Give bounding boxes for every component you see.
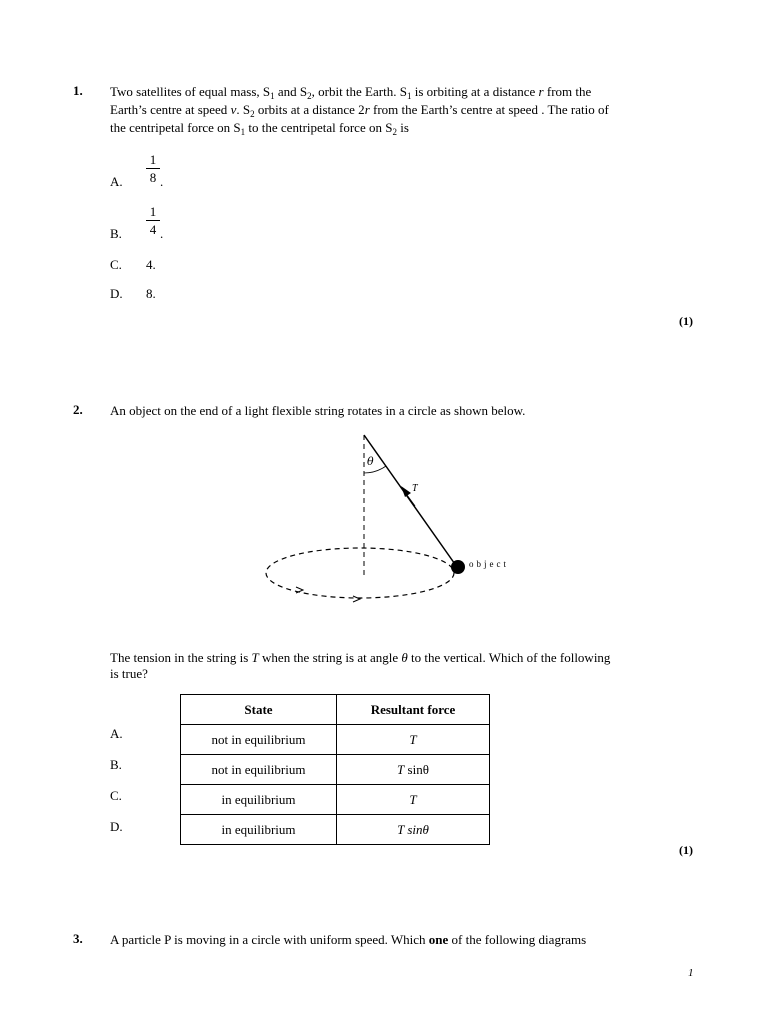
answer-table: [180, 694, 490, 845]
option-d-value: 8.: [146, 286, 156, 301]
row-d-letter: D.: [110, 819, 123, 834]
question-2-marks: (1): [679, 843, 693, 857]
page-number: 1: [688, 967, 694, 979]
option-c-letter: C.: [110, 257, 122, 272]
table-row: [181, 755, 490, 785]
state-cell: not in equilibrium: [181, 725, 337, 755]
table-row: [181, 785, 490, 815]
tension-label: T: [412, 483, 418, 494]
question-3-number: 3.: [73, 931, 83, 946]
option-b-fraction: 1 4: [146, 205, 160, 236]
question-1-marks: (1): [679, 314, 693, 328]
question-2-text-line-1: The tension in the string is T when the string is at angle θ to the vertical. Which of the following: [110, 650, 611, 665]
object-label: object: [469, 559, 509, 569]
row-b-letter: B.: [110, 757, 122, 772]
option-b-period: .: [160, 226, 164, 241]
direction-arrow-1: [296, 587, 303, 593]
question-2-intro: An object on the end of a light flexible string rotates in a circle as shown below.: [110, 403, 526, 418]
option-a-period: .: [160, 174, 164, 189]
question-1-line-2: Earth’s centre at speed v. $S_2$ orbits at a distance 2r from the Earth’s centre at speed . The ratio of: [110, 102, 609, 119]
string-line: [364, 435, 457, 567]
option-d-letter: D.: [110, 286, 123, 301]
option-a-letter: A.: [110, 174, 123, 189]
tension-arrowhead: [401, 486, 411, 497]
table-row: [181, 725, 490, 755]
question-2-number: 2.: [73, 402, 83, 417]
row-a-letter: A.: [110, 726, 123, 741]
state-cell: not in equilibrium: [181, 755, 337, 785]
table-header-row: [181, 695, 490, 725]
option-c-value: 4.: [146, 257, 156, 272]
force-cell: T sinθ: [337, 755, 490, 785]
table-row: [181, 815, 490, 845]
question-3-text: A particle P is moving in a circle with uniform speed. Which one of the following diagrams: [110, 932, 587, 947]
question-2-text-line-2: is true?: [110, 666, 148, 681]
row-c-letter: C.: [110, 788, 122, 803]
option-b-letter: B.: [110, 226, 122, 241]
circular-path: [266, 548, 454, 598]
state-cell: in equilibrium: [181, 785, 337, 815]
question-1-number: 1.: [73, 83, 83, 98]
force-cell: T sinθ: [337, 815, 490, 845]
conical-pendulum-diagram: [255, 425, 525, 610]
object-bob: [451, 560, 465, 574]
theta-label: θ: [367, 455, 374, 468]
option-a-fraction: 1 8: [146, 153, 160, 184]
force-cell: T: [337, 785, 490, 815]
question-1-line-1: Two satellites of equal mass, $S_1$ and $S_2$, orbit the Earth. $S_1$ is orbiting at a distance r from the: [110, 84, 592, 101]
state-cell: in equilibrium: [181, 815, 337, 845]
header-resultant-force: Resultant force: [337, 695, 490, 725]
force-cell: T: [337, 725, 490, 755]
header-state: State: [181, 695, 337, 725]
question-1-line-3: the centripetal force on $S_1$ to the centripetal force on $S_2$ is: [110, 120, 409, 137]
direction-arrow-2: [353, 596, 360, 602]
